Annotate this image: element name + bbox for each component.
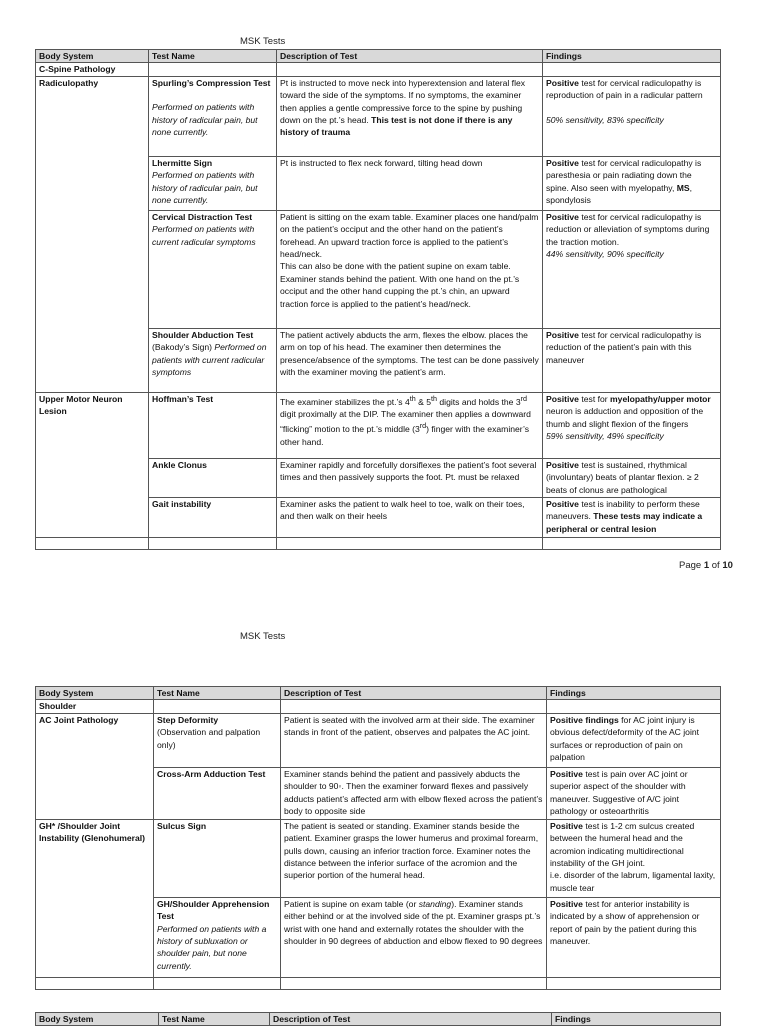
test-name-cell — [149, 210, 277, 328]
findings-condition: myelopathy/upper motor — [610, 393, 711, 404]
table-header-row — [36, 50, 721, 63]
description-text: The patient actively abducts the arm, flexes the elbow. places the arm on top of his head. The examiner then determines the presence/absence of the symptoms. The test can be done passively with the examiner moving the patient’s arm. — [277, 328, 543, 392]
test-name-alt: (Bakody’s Sign) — [152, 342, 213, 353]
test-name-cell — [149, 156, 277, 210]
test-note: Performed on patients with current radicular symptoms — [152, 224, 256, 247]
findings-text: test for cervical radiculopathy is reduction of the patient’s pain with this maneuver — [546, 329, 702, 365]
page-header-title: MSK Tests — [240, 631, 286, 642]
findings-text-2: neuron is adduction and opposition of the thumb and slight flexion of the fingers — [546, 406, 704, 429]
test-note: Performed on patients with history of radicular pain, but none currently. — [152, 170, 258, 206]
findings-cell — [547, 767, 721, 819]
test-name: Spurling’s Compression Test — [152, 77, 271, 88]
test-name: Shoulder Abduction Test — [152, 329, 254, 340]
col-header-body-system: Body System — [36, 687, 154, 700]
findings-cell — [543, 76, 721, 156]
findings-positive: Positive — [546, 211, 579, 222]
findings-text: test for cervical radiculopathy is reduction or alleviation of symptoms during the traction motion. — [546, 211, 710, 247]
test-note: Performed on patients with history of radicular pain, but none currently. — [152, 102, 258, 138]
page-header-title: MSK Tests — [240, 36, 286, 47]
description-cell — [277, 76, 543, 156]
table-row — [36, 713, 721, 767]
findings-cell — [547, 713, 721, 767]
description-text: Examiner stands behind the patient and passively abducts the shoulder to 90◦. Then the examiner forward flexes and passively adducts patient’s affected arm with elbow flexed across the patient’s body to opposite side — [281, 767, 547, 819]
findings-text: test for cervical radiculopathy is reproduction of pain in a radicular pattern — [546, 77, 703, 101]
test-name: Sulcus Sign — [154, 819, 281, 897]
findings-cell — [543, 458, 721, 497]
test-note: Performed on patients with a history of subluxation or shoulder pain, but none currently. — [157, 923, 267, 971]
test-name: Gait instability — [149, 497, 277, 537]
table-row — [36, 76, 721, 156]
description-text: Examiner rapidly and forcefully dorsiflexes the patient’s foot several times and then passively supports the foot. Pt. must be relaxed — [277, 458, 543, 497]
col-header-test-name: Test Name — [154, 687, 281, 700]
msk-table-page1 — [35, 49, 721, 550]
description-warning: This test is not done if there is any history of trauma — [280, 115, 513, 138]
body-system-gh: GH* /Shoulder Joint Instability (Glenohumeral) — [36, 819, 154, 977]
body-system-umn: Upper Motor Neuron Lesion — [36, 392, 149, 537]
col-header-findings: Findings — [543, 50, 721, 63]
description-text-2: ). Examiner stands either behind or at the involved side of the pt. Examiner grasps pt.’s wrist with one hand and externally rotates the shoulder with the shoulder in 90 degrees of abduction and elbow flexed to 90 degrees — [284, 898, 543, 947]
findings-note: These tests may indicate a peripheral or central lesion — [546, 511, 703, 534]
findings-cell — [547, 819, 721, 897]
findings-positive: Positive — [550, 820, 583, 831]
findings-text: test for cervical radiculopathy is paresthesia or pain radiating down the spine. Also seen with myelopathy, — [546, 157, 702, 193]
findings-positive: Positive — [546, 459, 579, 470]
section-label: Shoulder — [36, 700, 154, 713]
description-cell — [281, 897, 547, 977]
findings-text-end: , spondylosis — [546, 182, 693, 206]
table-row — [36, 819, 721, 897]
table-row-empty — [36, 537, 721, 549]
table-row-empty — [36, 977, 721, 989]
findings-ms: MS — [676, 182, 690, 193]
findings-text-2: i.e. disorder of the labrum, ligamental laxity, muscle tear — [550, 870, 716, 893]
findings-text: test is pain over AC joint or superior aspect of the shoulder with maneuver. Suggestive of A/C joint pathology or osteoarthritis — [550, 768, 688, 817]
test-name-cell — [154, 897, 281, 977]
test-name-alt: (Observation and palpation only) — [157, 727, 261, 750]
findings-cell — [543, 497, 721, 537]
col-header-description: Description of Test — [281, 687, 547, 700]
description-text: Patient is sitting on the exam table. Examiner places one hand/palm on the patient’s occiput and the other hand on the patient’s forehead. An upward traction force is applied to the patient’s head/neck. — [280, 211, 539, 260]
test-name: Step Deformity — [157, 714, 219, 725]
page-number: Page 1 of 10 — [679, 560, 733, 571]
findings-text: test for anterior instability is indicated by a show of apprehension or report of pain by the patient during this maneuver. — [550, 898, 700, 947]
col-header-test-name: Test Name — [149, 50, 277, 63]
col-header-test-name: Test Name — [159, 1013, 270, 1026]
findings-positive: Positive — [546, 393, 579, 404]
findings-positive: Positive — [546, 329, 579, 340]
test-name: Cross-Arm Adduction Test — [154, 767, 281, 819]
test-name: Hoffman’s Test — [149, 392, 277, 458]
description-text: Patient is supine on exam table (or — [284, 898, 417, 909]
findings-positive: Positive — [546, 498, 579, 509]
description-emphasis: standing — [418, 898, 452, 909]
findings-stats: 59% sensitivity, 49% specificity — [546, 431, 664, 442]
test-name-cell — [149, 328, 277, 392]
section-row — [36, 700, 721, 713]
body-system-radiculopathy: Radiculopathy — [36, 76, 149, 392]
col-header-findings: Findings — [552, 1013, 721, 1026]
findings-cell — [543, 210, 721, 328]
msk-table-page2 — [35, 686, 721, 990]
findings-positive: Positive findings — [550, 714, 619, 725]
description-text: The patient is seated or standing. Examiner stands beside the patient. Examiner grasps the lower humerus and proximal forearm, pulls down, causing an inferior traction force. Examiner notes the distance between the inferior surface of the acromion and the superior portion of the humeral head. — [281, 819, 547, 897]
test-note: Performed on patients with current radicular symptoms — [152, 342, 267, 378]
description-text: Patient is seated with the involved arm at their side. The examiner stands in front of the patient, observes and palpates the AC joint. — [281, 713, 547, 767]
findings-text: for AC joint injury is obvious defect/deformity of the AC joint surfaces or reproduction of pain on palpation — [550, 714, 700, 763]
test-name: Cervical Distraction Test — [152, 211, 253, 222]
col-header-description: Description of Test — [277, 50, 543, 63]
findings-positive: Positive — [550, 768, 583, 779]
findings-text: test is 1-2 cm sulcus created between the humeral head and the acromion indicating multidirectional instability of the GH joint. — [550, 820, 695, 869]
description-text: Pt is instructed to flex neck forward, tilting head down — [277, 156, 543, 210]
findings-cell — [543, 392, 721, 458]
description-text-alt: This can also be done with the patient supine on exam table. Examiner stands behind the patient. With one hand on the pt.’s occiput and the other hand cupping the pt.’s chin, an upward traction force is applied to the patient’s head/neck. — [280, 261, 520, 309]
findings-cell — [547, 897, 721, 977]
col-header-findings: Findings — [547, 687, 721, 700]
findings-positive: Positive — [550, 898, 583, 909]
section-label: C-Spine Pathology — [36, 63, 149, 76]
test-name: Lhermitte Sign — [152, 157, 213, 168]
findings-positive: Positive — [546, 77, 579, 88]
test-name-cell — [154, 713, 281, 767]
description-cell — [277, 210, 543, 328]
section-row — [36, 63, 721, 76]
test-name-cell — [149, 76, 277, 156]
table-header-row — [36, 687, 721, 700]
findings-text: test is inability to perform these maneuvers. — [546, 498, 700, 522]
findings-text: test is sustained, rhythmical (involuntary) beats of plantar flexion. ≥ 2 beats of clonus are pathological — [546, 459, 699, 495]
findings-stats: 50% sensitivity, 83% specificity — [546, 114, 664, 125]
test-name: Ankle Clonus — [149, 458, 277, 497]
findings-cell — [543, 328, 721, 392]
findings-cell — [543, 156, 721, 210]
test-name: GH/Shoulder Apprehension Test — [157, 898, 270, 922]
col-header-description: Description of Test — [270, 1013, 552, 1026]
description-text: Examiner asks the patient to walk heel to toe, walk on their toes, and then walk on their heels — [277, 497, 543, 537]
col-header-body-system: Body System — [36, 1013, 159, 1026]
body-system-ac: AC Joint Pathology — [36, 713, 154, 819]
description-text: The examiner stabilizes the pt.’s 4th & 5th digits and holds the 3rd digit proximally at the DIP. The examiner then applies a downward “flicking” motion to the pt.’s middle (3rd) finger with the examiner’s other hand. — [277, 392, 543, 458]
col-header-body-system: Body System — [36, 50, 149, 63]
description-text: Pt is instructed to move neck into hyperextension and lateral flex toward the side of the symptoms. If no symptoms, the examiner then applies a gentle compressive force to the spine by pushing down on the pt.’s head. — [280, 77, 526, 126]
findings-stats: 44% sensitivity, 90% specificity — [546, 249, 664, 260]
findings-positive: Positive — [546, 157, 579, 168]
table-row — [36, 392, 721, 458]
findings-text: test for — [581, 393, 608, 404]
